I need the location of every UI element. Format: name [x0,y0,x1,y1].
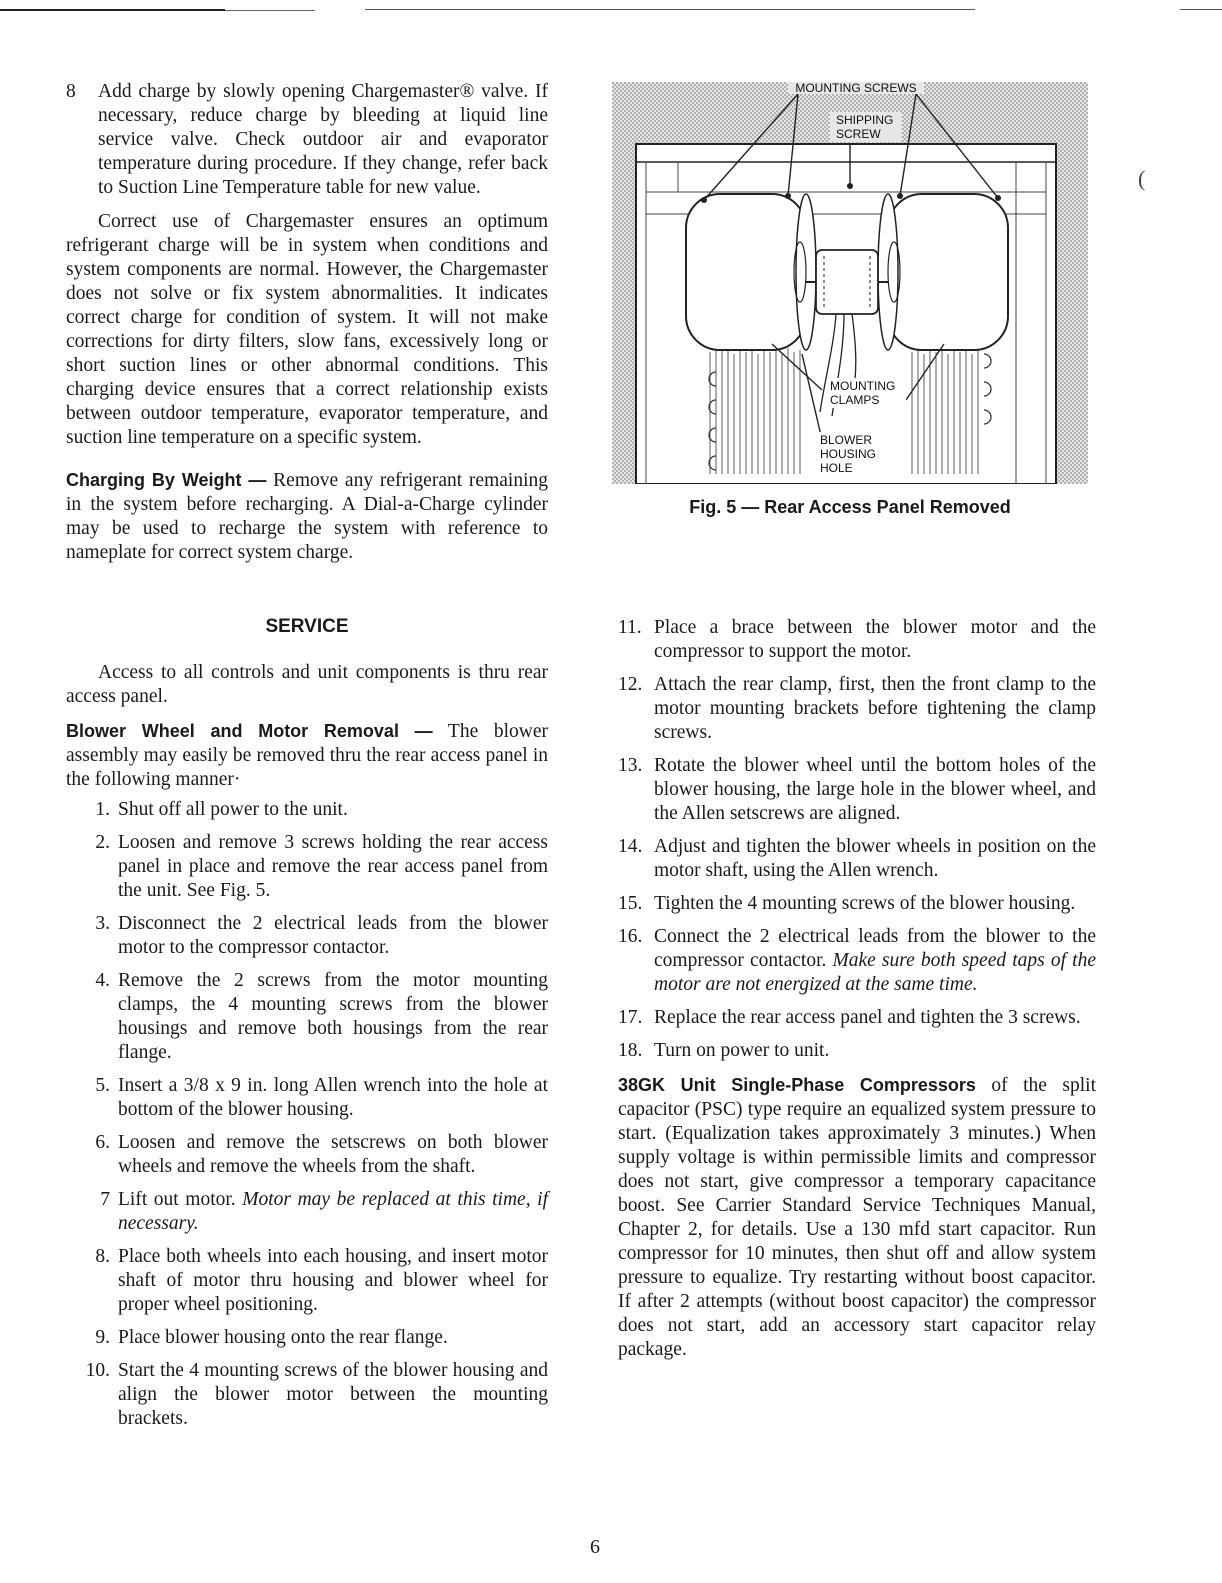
top-rule-right [365,9,975,10]
step-8-intro [66,80,548,200]
list-item: 15. Tighten the 4 mounting screws of the blower housing. [618,893,1076,914]
charging-heading: Charging By Weight — [66,470,267,490]
list-item: 1. Shut off all power to the unit. [95,799,348,820]
list-item: 11. Place a brace between the blower motor and the compressor to support the motor. [618,617,1096,662]
chargemaster-paragraph: Correct use of Chargemaster ensures an optimum refrigerant charge will be in system when conditions and system components are normal. However, the Chargemaster does not solve or fix system abnormalities. It indicates correct charge for condition of system. It will not make corrections for dirty filters, slow fans, excessively long or short suction lines or other abnormal conditions. This charging device ensures that a correct relationship exists between outdoor temperature, evaporator temperature, and suction line temperature on a specific system. [66,211,548,448]
blower-removal-paragraph [66,719,548,792]
step-text: Add charge by slowly opening Chargemaster® valve. If necessary, reduce charge by bleeding at liquid line service valve. Check outdoor air and evaporator temperature during procedure. If they change, refer back to Suction Line Temperature table for new value. [98,81,548,198]
top-rule-mid [225,10,315,11]
figure-caption: Fig. 5 — Rear Access Panel Removed [689,497,1011,517]
list-item: 2. Loosen and remove 3 screws holding the rear access panel in place and remove the rear access panel from the unit. See Fig. 5. [95,832,548,901]
compressor-heading: 38GK Unit Single-Phase Compressors [618,1075,976,1095]
label-housing: HOUSING [820,447,877,461]
label-screw: SCREW [836,127,881,141]
list-item: 17. Replace the rear access panel and tighten the 3 screws. [618,1007,1081,1028]
list-item: 9. Place blower housing onto the rear flange. [95,1327,448,1348]
removal-steps-list [66,798,548,1431]
list-item: 10. Start the 4 mounting screws of the blower housing and align the blower motor between the mounting brackets. [85,1360,548,1429]
list-item: 18. Turn on power to unit. [618,1040,830,1061]
blower-motor [816,250,878,314]
list-item: 3. Disconnect the 2 electrical leads from the blower motor to the compressor contactor. [95,913,548,958]
blower-housing-left [686,194,806,350]
list-item: 16. Connect the 2 electrical leads from the blower to the compressor contactor. Make sure both speed taps of the motor are not energized at the same time. [618,926,1096,995]
list-item: 13. Rotate the blower wheel until the bottom holes of the blower housing, the large hole in the blower wheel, and the Allen setscrews are aligned. [618,755,1096,824]
list-item: 4. Remove the 2 screws from the motor mounting clamps, the 4 mounting screws from the blower housings and remove both housings from the rear flange. [95,970,548,1063]
compressor-text: of the split capacitor (PSC) type require an equalized system pressure to start. (Equalization takes approximately 3 minutes.) When supply voltage is within permissible limits and compressor does not start, give compressor a temporary capacitance boost. See Carrier Standard Service Techniques Manual, Chapter 2, for details. Use a 130 mfd start capacitor. Run compressor for 10 minutes, then shut off and allow system pressure to equalize. Try restarting without boost capacitor. If after 2 attempts (without boost capacitor) the compressor does not start, add an accessory start capacitor relay package. [618,1075,1097,1360]
left-column [66,80,548,1440]
charging-text: Remove any refrigerant remaining in the system before recharging. A Dial-a-Charge cylinder may be used to recharge the system with reference to nameplate for correct system charge. [66,470,548,563]
list-item: 5. Insert a 3/8 x 9 in. long Allen wrench into the hole at bottom of the blower housing. [95,1075,548,1120]
label-mounting-screws: MOUNTING SCREWS [795,82,917,95]
top-rule-left [0,9,225,11]
service-heading: SERVICE [265,616,349,637]
list-item: 6. Loosen and remove the setscrews on both blower wheels and remove the wheels from the shaft. [95,1132,548,1177]
label-shipping: SHIPPING [836,113,894,127]
margin-mark: ( [1138,166,1146,191]
list-item: 7 Lift out motor. Motor may be replaced at this time, if necessary. [100,1189,548,1234]
charging-by-weight-paragraph [66,468,548,565]
list-item: 12. Attach the rear clamp, first, then the front clamp to the motor mounting brackets before tightening the clamp screws. [618,674,1096,743]
blower-diagram [612,82,1088,484]
label-blower: BLOWER [820,433,873,447]
step-number: 8 [66,81,76,102]
blower-intro: The blower assembly may easily be removed thru the rear access panel in the following manner· [66,721,548,790]
label-hole: HOLE [820,461,853,475]
blower-housing-right [888,194,1008,350]
service-intro: Access to all controls and unit components is thru rear access panel. [66,662,548,707]
right-column [618,616,1096,1372]
blower-heading: Blower Wheel and Motor Removal — [66,721,433,741]
label-mounting: MOUNTING [830,379,896,393]
figure-rear-access-panel [612,82,1088,484]
list-item: 8. Place both wheels into each housing, and insert motor shaft of motor thru housing and blower wheel for proper wheel positioning. [95,1246,548,1315]
reassembly-steps-list [618,616,1096,1063]
label-clamps: CLAMPS [830,393,880,407]
top-rule-far [1180,9,1222,10]
page-number: 6 [590,1536,600,1558]
compressor-paragraph [618,1073,1096,1362]
list-item: 14. Adjust and tighten the blower wheels in position on the motor shaft, using the Allen wrench. [618,836,1096,881]
